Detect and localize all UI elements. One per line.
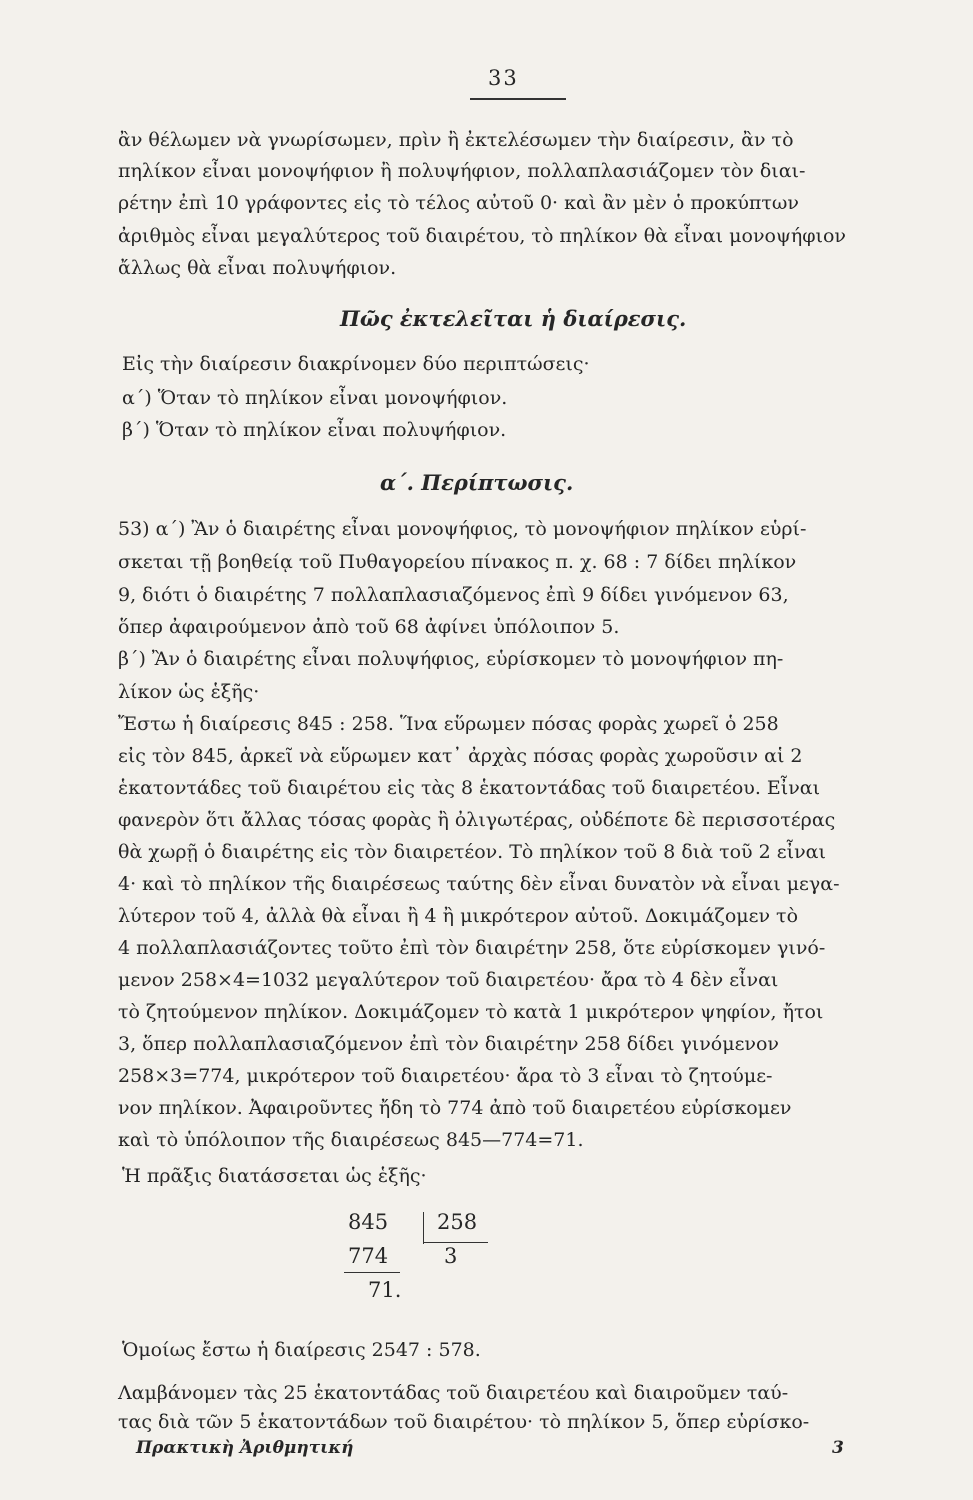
divisor: 258 xyxy=(437,1210,478,1234)
text-line: καὶ τὸ ὑπόλοιπον τῆς διαιρέσεως 845—774=71. xyxy=(118,1129,584,1151)
footer-title: Πρακτικὴ Ἀριθμητική xyxy=(136,1438,354,1458)
text-line: β΄) Ὅταν τὸ πηλίκον εἶναι πολυψήφιον. xyxy=(122,419,507,441)
quotient: 3 xyxy=(444,1244,458,1268)
text-line: 4 πολλαπλασιάζοντες τοῦτο ἐπὶ τὸν διαιρέτην 258, ὅτε εὑρίσκομεν γινό- xyxy=(118,937,826,959)
text-line: ὅπερ ἀφαιρούμενον ἀπὸ τοῦ 68 ἀφίνει ὑπόλοιπον 5. xyxy=(118,616,620,638)
text-line: 3, ὅπερ πολλαπλασιαζόμενον ἐπὶ τὸν διαιρέτην 258 δίδει γινόμενον xyxy=(118,1033,779,1055)
remainder: 71. xyxy=(368,1278,402,1302)
text-line: μενον 258×4=1032 μεγαλύτερον τοῦ διαιρετέου· ἄρα τὸ 4 δὲν εἶναι xyxy=(118,969,779,991)
text-line: ἀριθμὸς εἶναι μεγαλύτερος τοῦ διαιρέτου, τὸ πηλίκον θὰ εἶναι μονοψήφιον xyxy=(118,225,846,247)
section-heading: Πῶς ἐκτελεῖται ἡ διαίρεσις. xyxy=(340,306,687,331)
text-line: λίκον ὡς ἑξῆς· xyxy=(118,681,260,703)
text-line: α΄) Ὅταν τὸ πηλίκον εἶναι μονοψήφιον. xyxy=(122,387,508,409)
text-line: σκεται τῇ βοηθείᾳ τοῦ Πυθαγορείου πίνακος π. χ. 68 : 7 δίδει πηλίκον xyxy=(118,551,797,573)
text-line: 258×3=774, μικρότερον τοῦ διαιρετέου· ἄρα τὸ 3 εἶναι τὸ ζητούμε- xyxy=(118,1065,773,1087)
text-line: Λαμβάνομεν τὰς 25 ἑκατοντάδας τοῦ διαιρετέου καὶ διαιροῦμεν ταύ- xyxy=(118,1382,789,1404)
text-line: ἄλλως θὰ εἶναι πολυψήφιον. xyxy=(118,257,397,279)
text-line: τας διὰ τῶν 5 ἑκατοντάδων τοῦ διαιρέτου· τὸ πηλίκον 5, ὅπερ εὑρίσκο- xyxy=(118,1411,810,1433)
text-line: θὰ χωρῇ ὁ διαιρέτης εἰς τὸν διαιρετέον. Τὸ πηλίκον τοῦ 8 διὰ τοῦ 2 εἶναι xyxy=(118,841,826,863)
product: 774 xyxy=(348,1244,389,1268)
subtraction-line xyxy=(344,1272,400,1273)
text-line: εἰς τὸν 845, ἀρκεῖ νὰ εὕρωμεν κατ᾽ ἀρχὰς πόσας φορὰς χωροῦσιν αἱ 2 xyxy=(118,745,803,767)
text-line: νον πηλίκον. Ἀφαιροῦντες ἤδη τὸ 774 ἀπὸ τοῦ διαιρετέου εὑρίσκομεν xyxy=(118,1097,792,1119)
text-line: β΄) Ἂν ὁ διαιρέτης εἶναι πολυψήφιος, εὑρίσκομεν τὸ μονοψήφιον πη- xyxy=(118,648,784,670)
text-line: πηλίκον εἶναι μονοψήφιον ἢ πολυψήφιον, πολλαπλασιάζομεν τὸν διαι- xyxy=(118,160,806,182)
divisor-underline xyxy=(423,1242,488,1243)
division-vertical-bar xyxy=(423,1212,424,1244)
footer-signature: 3 xyxy=(832,1438,844,1458)
text-line: 53) α΄) Ἂν ὁ διαιρέτης εἶναι μονοψήφιος, τὸ μονοψήφιον πηλίκον εὑρί- xyxy=(118,518,807,540)
text-line: Ἡ πρᾶξις διατάσσεται ὡς ἑξῆς· xyxy=(122,1165,427,1187)
text-line: Εἰς τὴν διαίρεσιν διακρίνομεν δύο περιπτώσεις· xyxy=(122,353,590,375)
text-line: ρέτην ἐπὶ 10 γράφοντες εἰς τὸ τέλος αὐτοῦ 0· καὶ ἂν μὲν ὁ προκύπτων xyxy=(118,192,799,214)
subsection-heading: α΄. Περίπτωσις. xyxy=(380,470,574,495)
text-line: Ἔστω ἡ διαίρεσις 845 : 258. Ἵνα εὕρωμεν πόσας φορὰς χωρεῖ ὁ 258 xyxy=(118,713,779,735)
division-layout xyxy=(340,1208,500,1318)
text-line: ἂν θέλωμεν νὰ γνωρίσωμεν, πρὶν ἢ ἐκτελέσωμεν τὴν διαίρεσιν, ἂν τὸ xyxy=(118,129,794,151)
text-line: ἑκατοντάδες τοῦ διαιρέτου εἰς τὰς 8 ἑκατοντάδας τοῦ διαιρετέου. Εἶναι xyxy=(118,777,821,799)
text-line: λύτερον τοῦ 4, ἀλλὰ θὰ εἶναι ἢ 4 ἢ μικρότερον αὐτοῦ. Δοκιμάζομεν τὸ xyxy=(118,905,799,927)
text-line: 4· καὶ τὸ πηλίκον τῆς διαιρέσεως ταύτης δὲν εἶναι δυνατὸν νὰ εἶναι μεγα- xyxy=(118,873,840,895)
text-line: φανερὸν ὅτι ἄλλας τόσας φορὰς ἢ ὀλιγωτέρας, οὐδέποτε δὲ περισσοτέρας xyxy=(118,809,836,831)
text-line: 9, διότι ὁ διαιρέτης 7 πολλαπλασιαζόμενος ἐπὶ 9 δίδει γινόμενον 63, xyxy=(118,584,789,606)
text-line: Ὁμοίως ἔστω ἡ διαίρεσις 2547 : 578. xyxy=(122,1339,481,1361)
page-number-rule xyxy=(470,98,566,100)
dividend: 845 xyxy=(348,1210,389,1234)
text-line: τὸ ζητούμενον πηλίκον. Δοκιμάζομεν τὸ κατὰ 1 μικρότερον ψηφίον, ἤτοι xyxy=(118,1001,824,1023)
page-number: 33 xyxy=(488,66,519,90)
